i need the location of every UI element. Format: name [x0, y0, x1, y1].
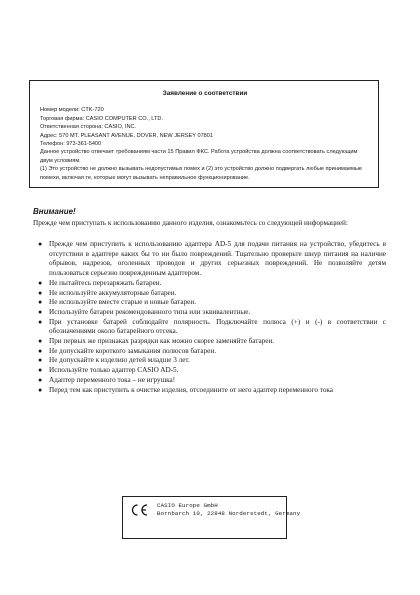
list-item [33, 356, 386, 366]
list-item [33, 347, 386, 357]
list-item [33, 337, 386, 347]
bullet-icon: ● [38, 356, 43, 365]
declaration-trade-name-line: Торговая фирма: CASIO COMPUTER CO., LTD. [40, 115, 164, 122]
declaration-phone-line: Телефон: 973-361-5400 [40, 141, 102, 148]
ce-company-name: CASIO Europe GmbH [157, 502, 218, 509]
list-item-text: Не допускайте к изделию детей младше 3 лет. [49, 356, 190, 365]
warning-heading: Внимание! [33, 207, 76, 216]
list-item-text: Не используйте вместе старые и новые батареи. [49, 298, 197, 307]
list-item-text: При первых же признаках разрядки как можно скорее заменяйте батареи. [49, 337, 275, 346]
ce-mark-icon [129, 503, 149, 517]
bullet-icon: ● [38, 278, 43, 287]
ce-marking-box [122, 496, 301, 539]
bullet-icon: ● [38, 307, 43, 316]
list-item [33, 308, 386, 318]
declaration-title: Заявление о соответствии [162, 90, 248, 97]
bullet-icon: ● [38, 346, 43, 355]
ce-address [157, 502, 300, 518]
bullet-icon: ● [38, 366, 43, 375]
list-item [33, 366, 386, 376]
list-item [33, 376, 386, 386]
list-item-text: Не используйте аккумуляторные батареи. [49, 288, 177, 297]
declaration-compliance-paragraph: Данное устройство отвечает требованиям части 15 Правил ФКС. Работа устройства должна соответствовать следующим двум условиям. [40, 149, 358, 164]
list-item-text: Используйте батареи рекомендованного типа или эквивалентные. [49, 307, 251, 316]
list-item-text: Прежде чем приступить к использованию адаптера AD-5 для подачи питания на устройство, убедитесь в отсутствии в адаптере каких бы то ни было повреждений. Тщательно проверьте шнур питания на наличие обрывов, надрезов, оголенных проводов и других серьезных повреждений. Не позволяйте детям пользоваться серьезно поврежденным адаптером. [49, 240, 386, 278]
warning-list [33, 240, 386, 395]
list-item-text: При установке батарей соблюдайте полярность. Подключайте полюса (+) и (-) в соответствии с обозначениями около батарейного отсека. [49, 317, 386, 336]
list-item-text: Не пытайтесь перезаряжать батареи. [49, 278, 162, 287]
list-item [33, 318, 386, 337]
list-item [33, 386, 386, 396]
declaration-of-conformity-box [29, 80, 379, 188]
bullet-icon: ● [38, 240, 43, 248]
list-item [33, 240, 386, 279]
list-item-text: Перед тем как приступить к очистке изделия, отсоедините от него адаптер переменного тока [49, 385, 333, 394]
bullet-icon: ● [38, 317, 43, 326]
bullet-icon: ● [38, 288, 43, 297]
list-item [33, 289, 386, 299]
bullet-icon: ● [38, 298, 43, 307]
declaration-model-line: Номер модели: CTK-720 [40, 107, 104, 114]
bullet-icon: ● [38, 337, 43, 346]
bullet-icon: ● [38, 385, 43, 394]
list-item [33, 298, 386, 308]
warning-intro: Прежде чем приступать к использованию данного изделия, ознакомьтесь со следующей информацией: [33, 219, 348, 227]
declaration-address-line: Адрес: 570 MT. PLEASANT AVENUE, DOVER, NEW JERSEY 07801 [40, 132, 214, 139]
list-item-text: Не допускайте короткого замыкания полюсов батареи. [49, 346, 216, 355]
list-item-text: Адаптер переменного тока – не игрушка! [49, 375, 176, 384]
list-item-text: Используйте только адаптер CASIO AD-5. [49, 366, 179, 375]
list-item [33, 279, 386, 289]
ce-street-address: Bornbarch 10, 22848 Norderstedt, Germany [157, 510, 301, 518]
declaration-conditions-paragraph: (1) Это устройство не должно вызывать недопустимых помех и (2) это устройство должно подвергать любые принимаемые помехи, включая те, которые могут вызывать неправильное функционирование. [40, 166, 363, 181]
declaration-responsible-party-line: Ответственная сторона: CASIO, INC. [40, 124, 137, 131]
bullet-icon: ● [38, 375, 43, 384]
